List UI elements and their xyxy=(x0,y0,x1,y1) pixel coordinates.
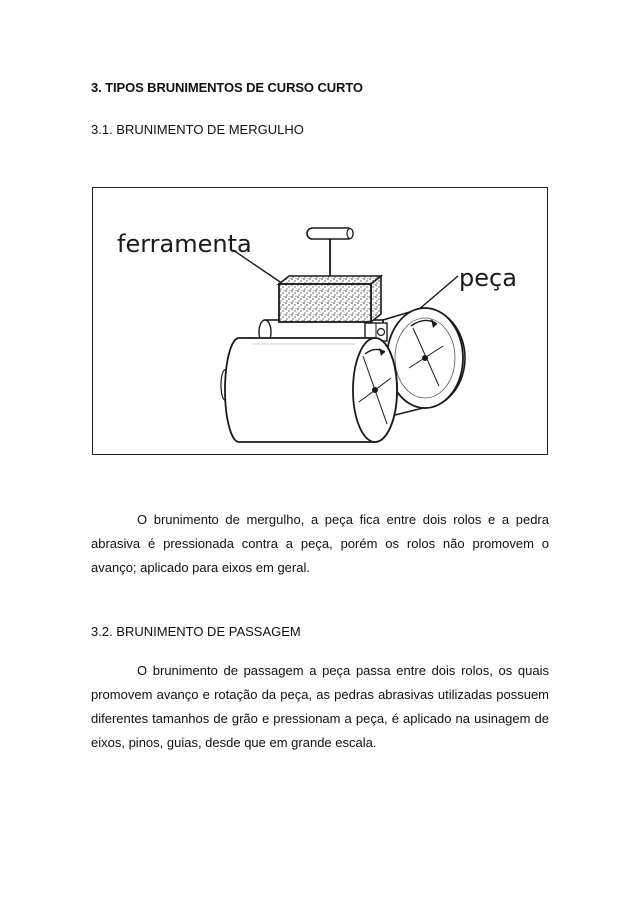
honing-diagram xyxy=(93,188,547,454)
paragraph-passagem: O brunimento de passagem a peça passa entre dois rolos, os quais promovem avanço e rotação da peça, as pedras abrasivas utilizadas possuem diferentes tamanhos de grão e pressionam a peça, é aplicado na usinagem de eixos, pinos, guias, desde que em grande escala. xyxy=(91,663,549,750)
label-ferramenta: ferramenta xyxy=(117,230,252,258)
pressure-handle xyxy=(307,228,353,276)
front-roller xyxy=(221,338,397,442)
abrasive-stone xyxy=(279,276,381,322)
paragraph-mergulho: O brunimento de mergulho, a peça fica entre dois rolos e a pedra abrasiva é pressionada contra a peça, porém os rolos não promovem o avanço; aplicado para eixos em geral. xyxy=(91,512,549,575)
figure-frame xyxy=(92,187,548,455)
section-heading: 3. TIPOS BRUNIMENTOS DE CURSO CURTO xyxy=(91,80,363,95)
label-peca: peça xyxy=(459,264,517,292)
subsection-title-mergulho: 3.1. BRUNIMENTO DE MERGULHO xyxy=(91,122,304,137)
subsection-title-passagem: 3.2. BRUNIMENTO DE PASSAGEM xyxy=(91,624,301,639)
